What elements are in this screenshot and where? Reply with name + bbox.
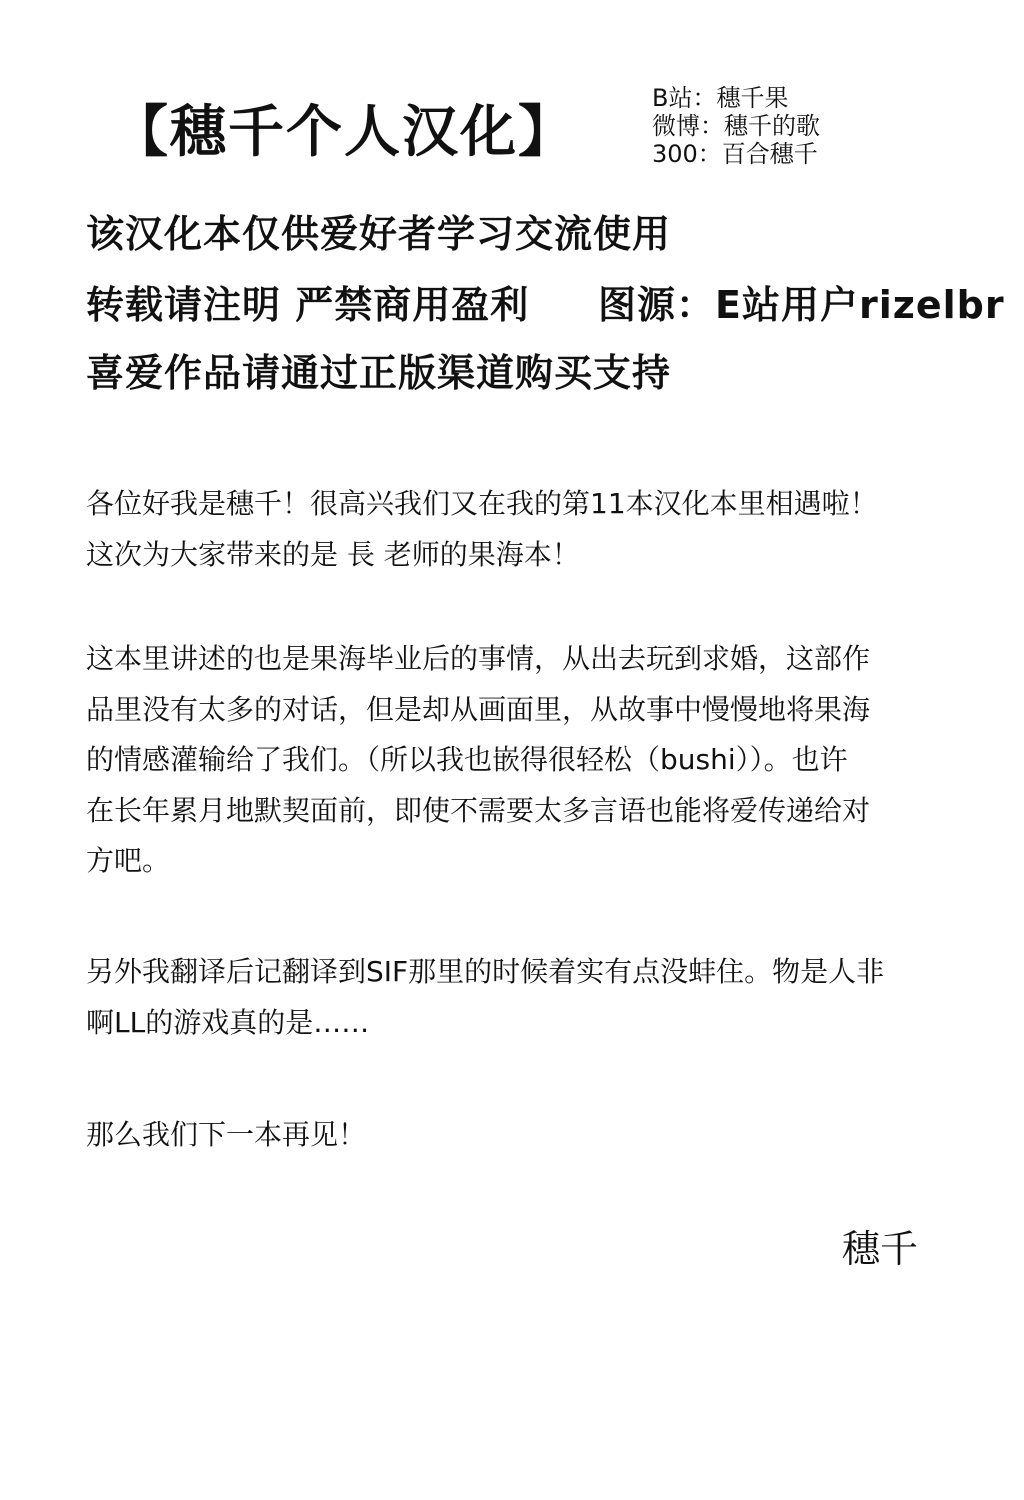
page-title: 【穗千个人汉化】 bbox=[112, 100, 576, 165]
paragraph-line: 啊LL的游戏真的是…… bbox=[86, 1005, 370, 1039]
paragraph-line: 那么我们下一本再见！ bbox=[86, 1118, 367, 1151]
paragraph-line: 这本里讲述的也是果海毕业后的事情，从出去玩到求婚，这部作 bbox=[86, 642, 871, 675]
image-source: 图源：E站用户rizelbr bbox=[598, 283, 1005, 327]
paragraph-line: 另外我翻译后记翻译到SIF那里的时候着实有点没蚌住。物是人非 bbox=[86, 955, 885, 988]
paragraph-line: 各位好我是穗千！很高兴我们又在我的第11本汉化本里相遇啦！ bbox=[86, 487, 878, 520]
paragraph-line: 在长年累月地默契面前，即使不需要太多言语也能将爱传递给对 bbox=[86, 793, 871, 827]
paragraph-greeting bbox=[86, 479, 878, 580]
paragraph-line: 方吧。 bbox=[86, 844, 171, 877]
contact-info bbox=[652, 84, 820, 168]
paragraph-line: 这次为大家带来的是 長 老师的果海本！ bbox=[86, 537, 580, 571]
paragraph-farewell bbox=[86, 1110, 366, 1161]
paragraph-story bbox=[86, 634, 870, 887]
contact-300: 300：百合穗千 bbox=[652, 140, 818, 168]
notice-line-1: 该汉化本仅供爱好者学习交流使用 bbox=[86, 212, 672, 256]
paragraph-line: 的情感灌输给了我们。（所以我也嵌得很轻松（bushi））。也许 bbox=[86, 743, 848, 776]
signature: 穗千 bbox=[842, 1227, 919, 1271]
notice-line-2: 转载请注明 严禁商用盈利 bbox=[86, 283, 530, 327]
contact-weibo: 微博：穗千的歌 bbox=[652, 112, 820, 140]
notice-line-3: 喜爱作品请通过正版渠道购买支持 bbox=[86, 351, 672, 395]
contact-bilibili: B站：穗千果 bbox=[652, 84, 789, 112]
paragraph-line: 品里没有太多的对话，但是却从画面里，从故事中慢慢地将果海 bbox=[86, 692, 871, 726]
paragraph-afterword bbox=[86, 947, 884, 1048]
